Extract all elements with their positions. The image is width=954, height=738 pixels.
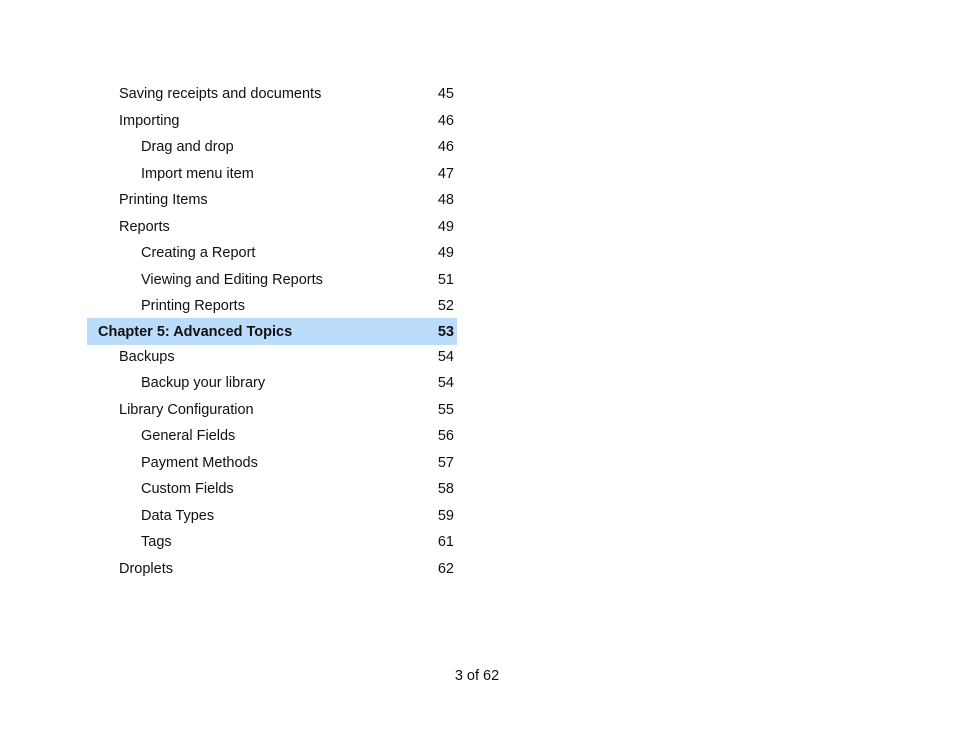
toc-entry-page-number: 54 [437, 348, 454, 365]
toc-entry-title: Data Types [141, 507, 215, 524]
toc-entry[interactable] [87, 556, 457, 583]
toc-entry-title: Printing Reports [141, 298, 245, 314]
toc-entry[interactable] [87, 344, 457, 371]
toc-entry[interactable] [87, 187, 457, 214]
toc-entry-page-number: 46 [437, 139, 454, 155]
toc-entry-page-number: 58 [437, 481, 454, 497]
toc-entry[interactable] [87, 214, 457, 241]
toc-entry-title: Drag and drop [141, 139, 234, 155]
toc-entry-title: Droplets [119, 560, 173, 577]
toc-entry-title: Importing [119, 112, 180, 129]
toc-entry-page-number: 59 [437, 507, 454, 524]
toc-entry-title: Backup your library [141, 375, 266, 391]
toc-entry-page-number: 45 [437, 86, 454, 102]
toc-entry-page-number: 61 [437, 534, 454, 550]
toc-entry[interactable] [87, 293, 457, 320]
toc-entry-title: Backups [119, 348, 175, 365]
toc-entry[interactable] [87, 423, 457, 450]
toc-entry-page-number: 57 [437, 454, 454, 471]
toc-entry-title: Payment Methods [141, 454, 258, 471]
toc-entry[interactable] [87, 476, 457, 503]
page-indicator: 3 of 62 [454, 668, 500, 684]
toc-entry-page-number: 55 [437, 401, 454, 418]
toc-entry-title: Printing Items [119, 192, 208, 208]
toc-entry-title: Saving receipts and documents [119, 86, 322, 102]
toc-entry[interactable] [87, 397, 457, 424]
toc-entry[interactable] [87, 108, 457, 135]
toc-entry-title: Reports [119, 218, 170, 235]
toc-entry-page-number: 54 [437, 375, 454, 391]
toc-entry[interactable] [87, 134, 457, 161]
toc-entry[interactable] [87, 240, 457, 267]
toc-entry[interactable] [87, 161, 457, 188]
toc-entry-title: Import menu item [141, 165, 254, 182]
toc-chapter-entry[interactable] [87, 318, 457, 345]
toc-entry-title: Chapter 5: Advanced Topics [98, 323, 293, 340]
toc-entry[interactable] [87, 267, 457, 294]
toc-entry-page-number: 47 [437, 165, 454, 182]
toc-entry-page-number: 62 [437, 560, 454, 577]
toc-entry-page-number: 46 [437, 112, 454, 129]
toc-entry-title: Creating a Report [141, 245, 256, 261]
toc-entry[interactable] [87, 370, 457, 397]
toc-entry[interactable] [87, 450, 457, 477]
toc-entry-page-number: 49 [437, 245, 454, 261]
toc-entry-title: General Fields [141, 428, 236, 444]
toc-entry-title: Custom Fields [141, 481, 234, 497]
toc-entry-page-number: 56 [437, 428, 454, 444]
toc-entry-title: Viewing and Editing Reports [141, 271, 323, 288]
toc-entry-page-number: 51 [437, 271, 454, 288]
toc-entry-page-number: 48 [437, 192, 454, 208]
toc-entry-title: Library Configuration [119, 401, 254, 418]
toc-entry-title: Tags [141, 534, 172, 550]
toc-entry[interactable] [87, 529, 457, 556]
toc-entry[interactable] [87, 81, 457, 108]
toc-entry[interactable] [87, 503, 457, 530]
toc-entry-page-number: 49 [437, 218, 454, 235]
table-of-contents [87, 81, 457, 582]
toc-entry-page-number: 52 [437, 298, 454, 314]
toc-entry-page-number: 53 [437, 323, 454, 340]
